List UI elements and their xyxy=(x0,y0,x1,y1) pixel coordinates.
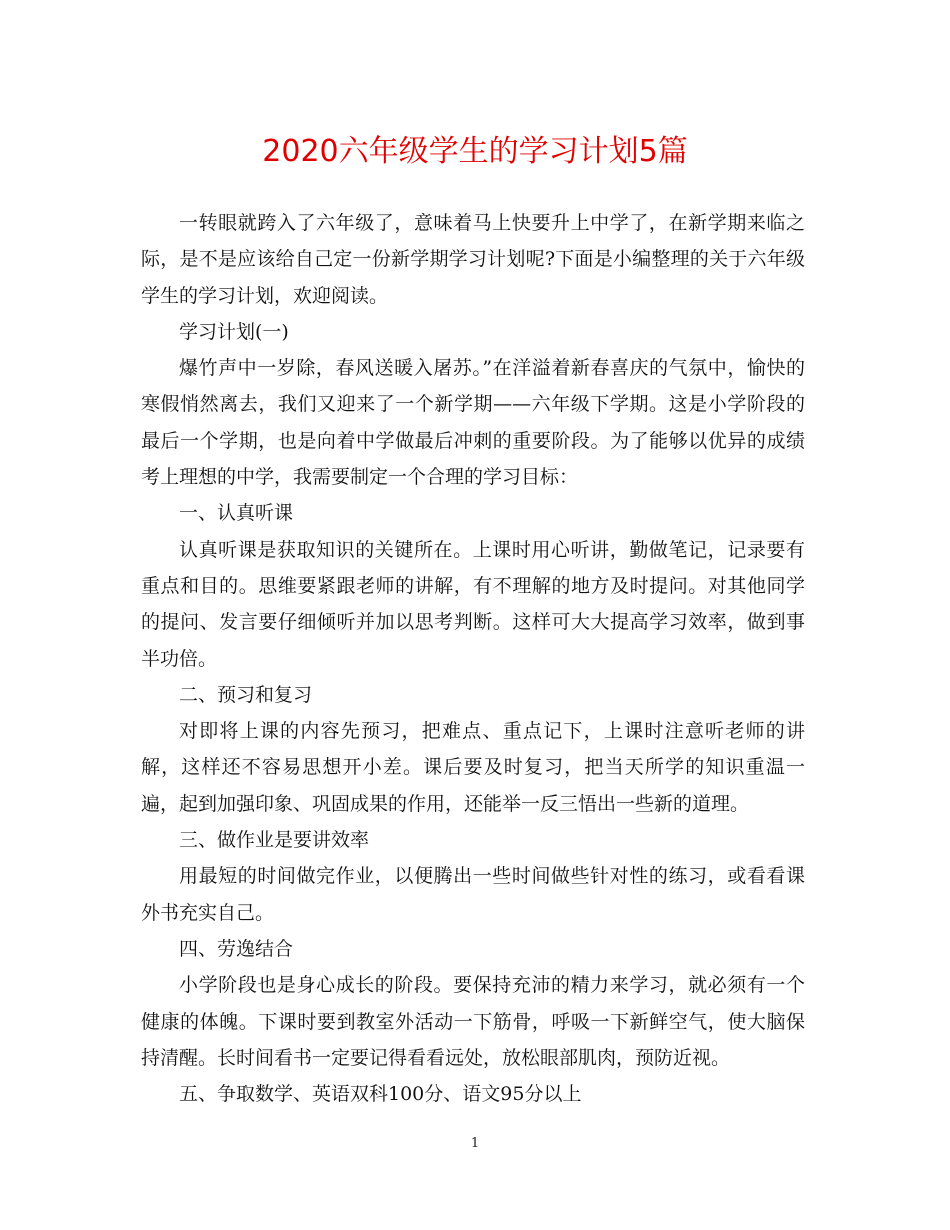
body-paragraph: 认真听课是获取知识的关键所在。上课时用心听讲，勤做笔记，记录要有重点和目的。思维要紧跟老师的讲解，有不理解的地方及时提问。对其他同学的提问、发言要仔细倾听并加以思考判断。这样可大大提高学习效率，做到事半功倍。 xyxy=(141,538,805,670)
body-paragraph: 小学阶段也是身心成长的阶段。要保持充沛的精力来学习，就必须有一个健康的体魄。下课时要到教室外活动一下筋骨，呼吸一下新鲜空气，使大脑保持清醒。长时间看书一定要记得看看远处，放松眼部肌肉，预防近视。 xyxy=(141,974,805,1069)
intro-paragraph: 一转眼就跨入了六年级了，意味着马上快要升上中学了，在新学期来临之际，是不是应该给自己定一份新学期学习计划呢?下面是小编整理的关于六年级学生的学习计划，欢迎阅读。 xyxy=(141,212,805,307)
body-paragraph: 对即将上课的内容先预习，把难点、重点记下，上课时注意听老师的讲解，这样还不容易思想开小差。课后要及时复习，把当天所学的知识重温一遍，起到加强印象、巩固成果的作用，还能举一反三悟出一些新的道理。 xyxy=(141,720,805,815)
body-paragraph: 用最短的时间做完作业，以便腾出一些时间做些针对性的练习，或看看课外书充实自己。 xyxy=(141,865,805,924)
section-heading-plan-1: 学习计划(一) xyxy=(179,320,289,343)
section-heading-2: 二、预习和复习 xyxy=(179,683,313,706)
section-heading-1: 一、认真听课 xyxy=(179,502,294,525)
document-body xyxy=(141,205,805,1112)
page-number: 1 xyxy=(470,1136,480,1151)
body-paragraph: 爆竹声中一岁除，春风送暖入屠苏。”在洋溢着新春喜庆的气氛中，愉快的寒假悄然离去，我们又迎来了一个新学期——六年级下学期。这是小学阶段的最后一个学期，也是向着中学做最后冲刺的重要阶段。为了能够以优异的成绩考上理想的中学，我需要制定一个合理的学习目标： xyxy=(141,357,805,489)
section-heading-5: 五、争取数学、英语双科100分、语文95分以上 xyxy=(179,1083,582,1106)
section-heading-3: 三、做作业是要讲效率 xyxy=(179,829,370,852)
section-heading-4: 四、劳逸结合 xyxy=(179,937,294,960)
page-title: 2020六年级学生的学习计划5篇 xyxy=(262,134,688,169)
